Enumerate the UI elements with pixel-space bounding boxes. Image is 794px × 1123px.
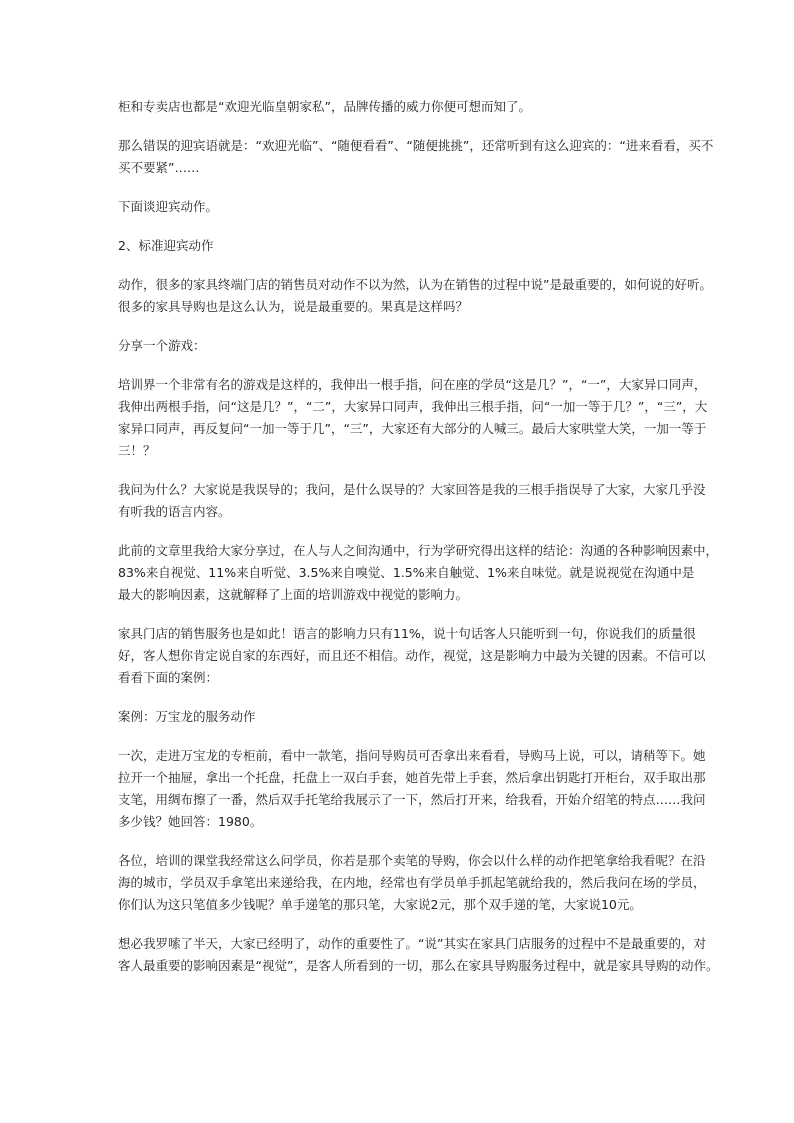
paragraph bbox=[118, 479, 712, 523]
text-line: 那么错误的迎宾语就是：“欢迎光临”、“随便看看”、“随便挑挑”，还常听到有这么迎宾的：“进来看看，买不 bbox=[118, 138, 714, 153]
text-line: 动作，很多的家具终端门店的销售员对动作不以为然，认为在销售的过程中说”是最重要的，如何说的好听。 bbox=[118, 277, 712, 292]
text-line: 我伸出两根手指，问“这是几？”，“二”，大家异口同声，我伸出三根手指，问“一加一等于几？”，“三”，大 bbox=[118, 399, 708, 414]
paragraph bbox=[118, 850, 712, 916]
text-line: 拉开一个抽屉，拿出一个托盘，托盘上一双白手套，她首先带上手套，然后拿出钥匙打开柜台，双手取出那 bbox=[118, 770, 706, 785]
text-line: 海的城市，学员双手拿笔出来递给我，在内地，经常也有学员单手抓起笔就给我的，然后我问在场的学员， bbox=[118, 875, 706, 890]
text-line: 我问为什么？大家说是我误导的；我问，是什么误导的？大家回答是我的三根手指误导了大家，大家几乎没 bbox=[118, 482, 706, 497]
text-line: 你们认为这只笔值多少钱呢？单手递笔的那只笔，大家说2元，那个双手递的笔，大家说10元。 bbox=[118, 897, 642, 912]
text-line: 想必我罗嗦了半天，大家已经明了，动作的重要性了。“说”其实在家具门店服务的过程中不是最重要的，对 bbox=[118, 936, 706, 951]
paragraph bbox=[118, 374, 712, 462]
text-line: 好，客人想你肯定说自家的东西好，而且还不相信。动作，视觉，这是影响力中最为关键的因素。不信可以 bbox=[118, 648, 706, 663]
paragraph bbox=[118, 706, 712, 728]
text-line: 下面谈迎宾动作。 bbox=[118, 199, 219, 214]
text-line: 培训界一个非常有名的游戏是这样的，我伸出一根手指，问在座的学员“这是几？”，“一”，大家异口同声， bbox=[118, 377, 707, 392]
text-line: 2、标准迎宾动作 bbox=[118, 238, 214, 253]
text-line: 很多的家具导购也是这么认为，说是最重要的。果真是这样吗？ bbox=[118, 299, 469, 314]
text-line: 一次，走进万宝龙的专柜前，看中一款笔，指问导购员可否拿出来看看，导购马上说，可以，请稍等下。她 bbox=[118, 748, 706, 763]
paragraph bbox=[118, 235, 712, 257]
text-line: 买不要紧”…… bbox=[118, 160, 200, 175]
text-line: 此前的文章里我给大家分享过，在人与人之间沟通中，行为学研究得出这样的结论：沟通的各种影响因素中， bbox=[118, 543, 719, 558]
text-line: 家具门店的销售服务也是如此！语言的影响力只有11%，说十句话客人只能听到一句，你说我们的质量很 bbox=[118, 626, 696, 641]
paragraph bbox=[118, 274, 712, 318]
paragraph bbox=[118, 335, 712, 357]
text-line: 家异口同声，再反复问“一加一等于几”，“三”，大家还有大部分的人喊三。最后大家哄堂大笑，一加一等于 bbox=[118, 421, 707, 436]
paragraph bbox=[118, 196, 712, 218]
paragraph bbox=[118, 540, 719, 606]
paragraph bbox=[118, 135, 712, 179]
paragraph bbox=[118, 623, 712, 689]
text-line: 客人最重要的影响因素是“视觉”，是客人所看到的一切，那么在家具导购服务过程中，就是家具导购的动作。 bbox=[118, 958, 719, 973]
text-line: 83%来自视觉、11%来自听觉、3.5%来自嗅觉、1.5%来自触觉、1%来自味觉。就是说视觉在沟通中是 bbox=[118, 565, 695, 580]
text-line: 最大的影响因素，这就解释了上面的培训游戏中视觉的影响力。 bbox=[118, 587, 469, 602]
article-body bbox=[118, 96, 719, 994]
text-line: 有听我的语言内容。 bbox=[118, 504, 231, 519]
text-line: 分享一个游戏： bbox=[118, 338, 206, 353]
text-line: 多少钱？她回答：1980。 bbox=[118, 814, 263, 829]
text-line: 三！？ bbox=[118, 443, 156, 458]
paragraph bbox=[118, 745, 712, 833]
text-line: 看看下面的案例： bbox=[118, 670, 219, 685]
paragraph bbox=[118, 933, 719, 977]
text-line: 案例：万宝龙的服务动作 bbox=[118, 709, 256, 724]
paragraph bbox=[118, 96, 712, 118]
text-line: 柜和专卖店也都是“欢迎光临皇朝家私”，品牌传播的威力你便可想而知了。 bbox=[118, 99, 531, 114]
text-line: 支笔，用绸布擦了一番，然后双手托笔给我展示了一下，然后打开来，给我看，开始介绍笔的特点……我问 bbox=[118, 792, 706, 807]
text-line: 各位，培训的课堂我经常这么问学员，你若是那个卖笔的导购，你会以什么样的动作把笔拿给我看呢？在沿 bbox=[118, 853, 706, 868]
